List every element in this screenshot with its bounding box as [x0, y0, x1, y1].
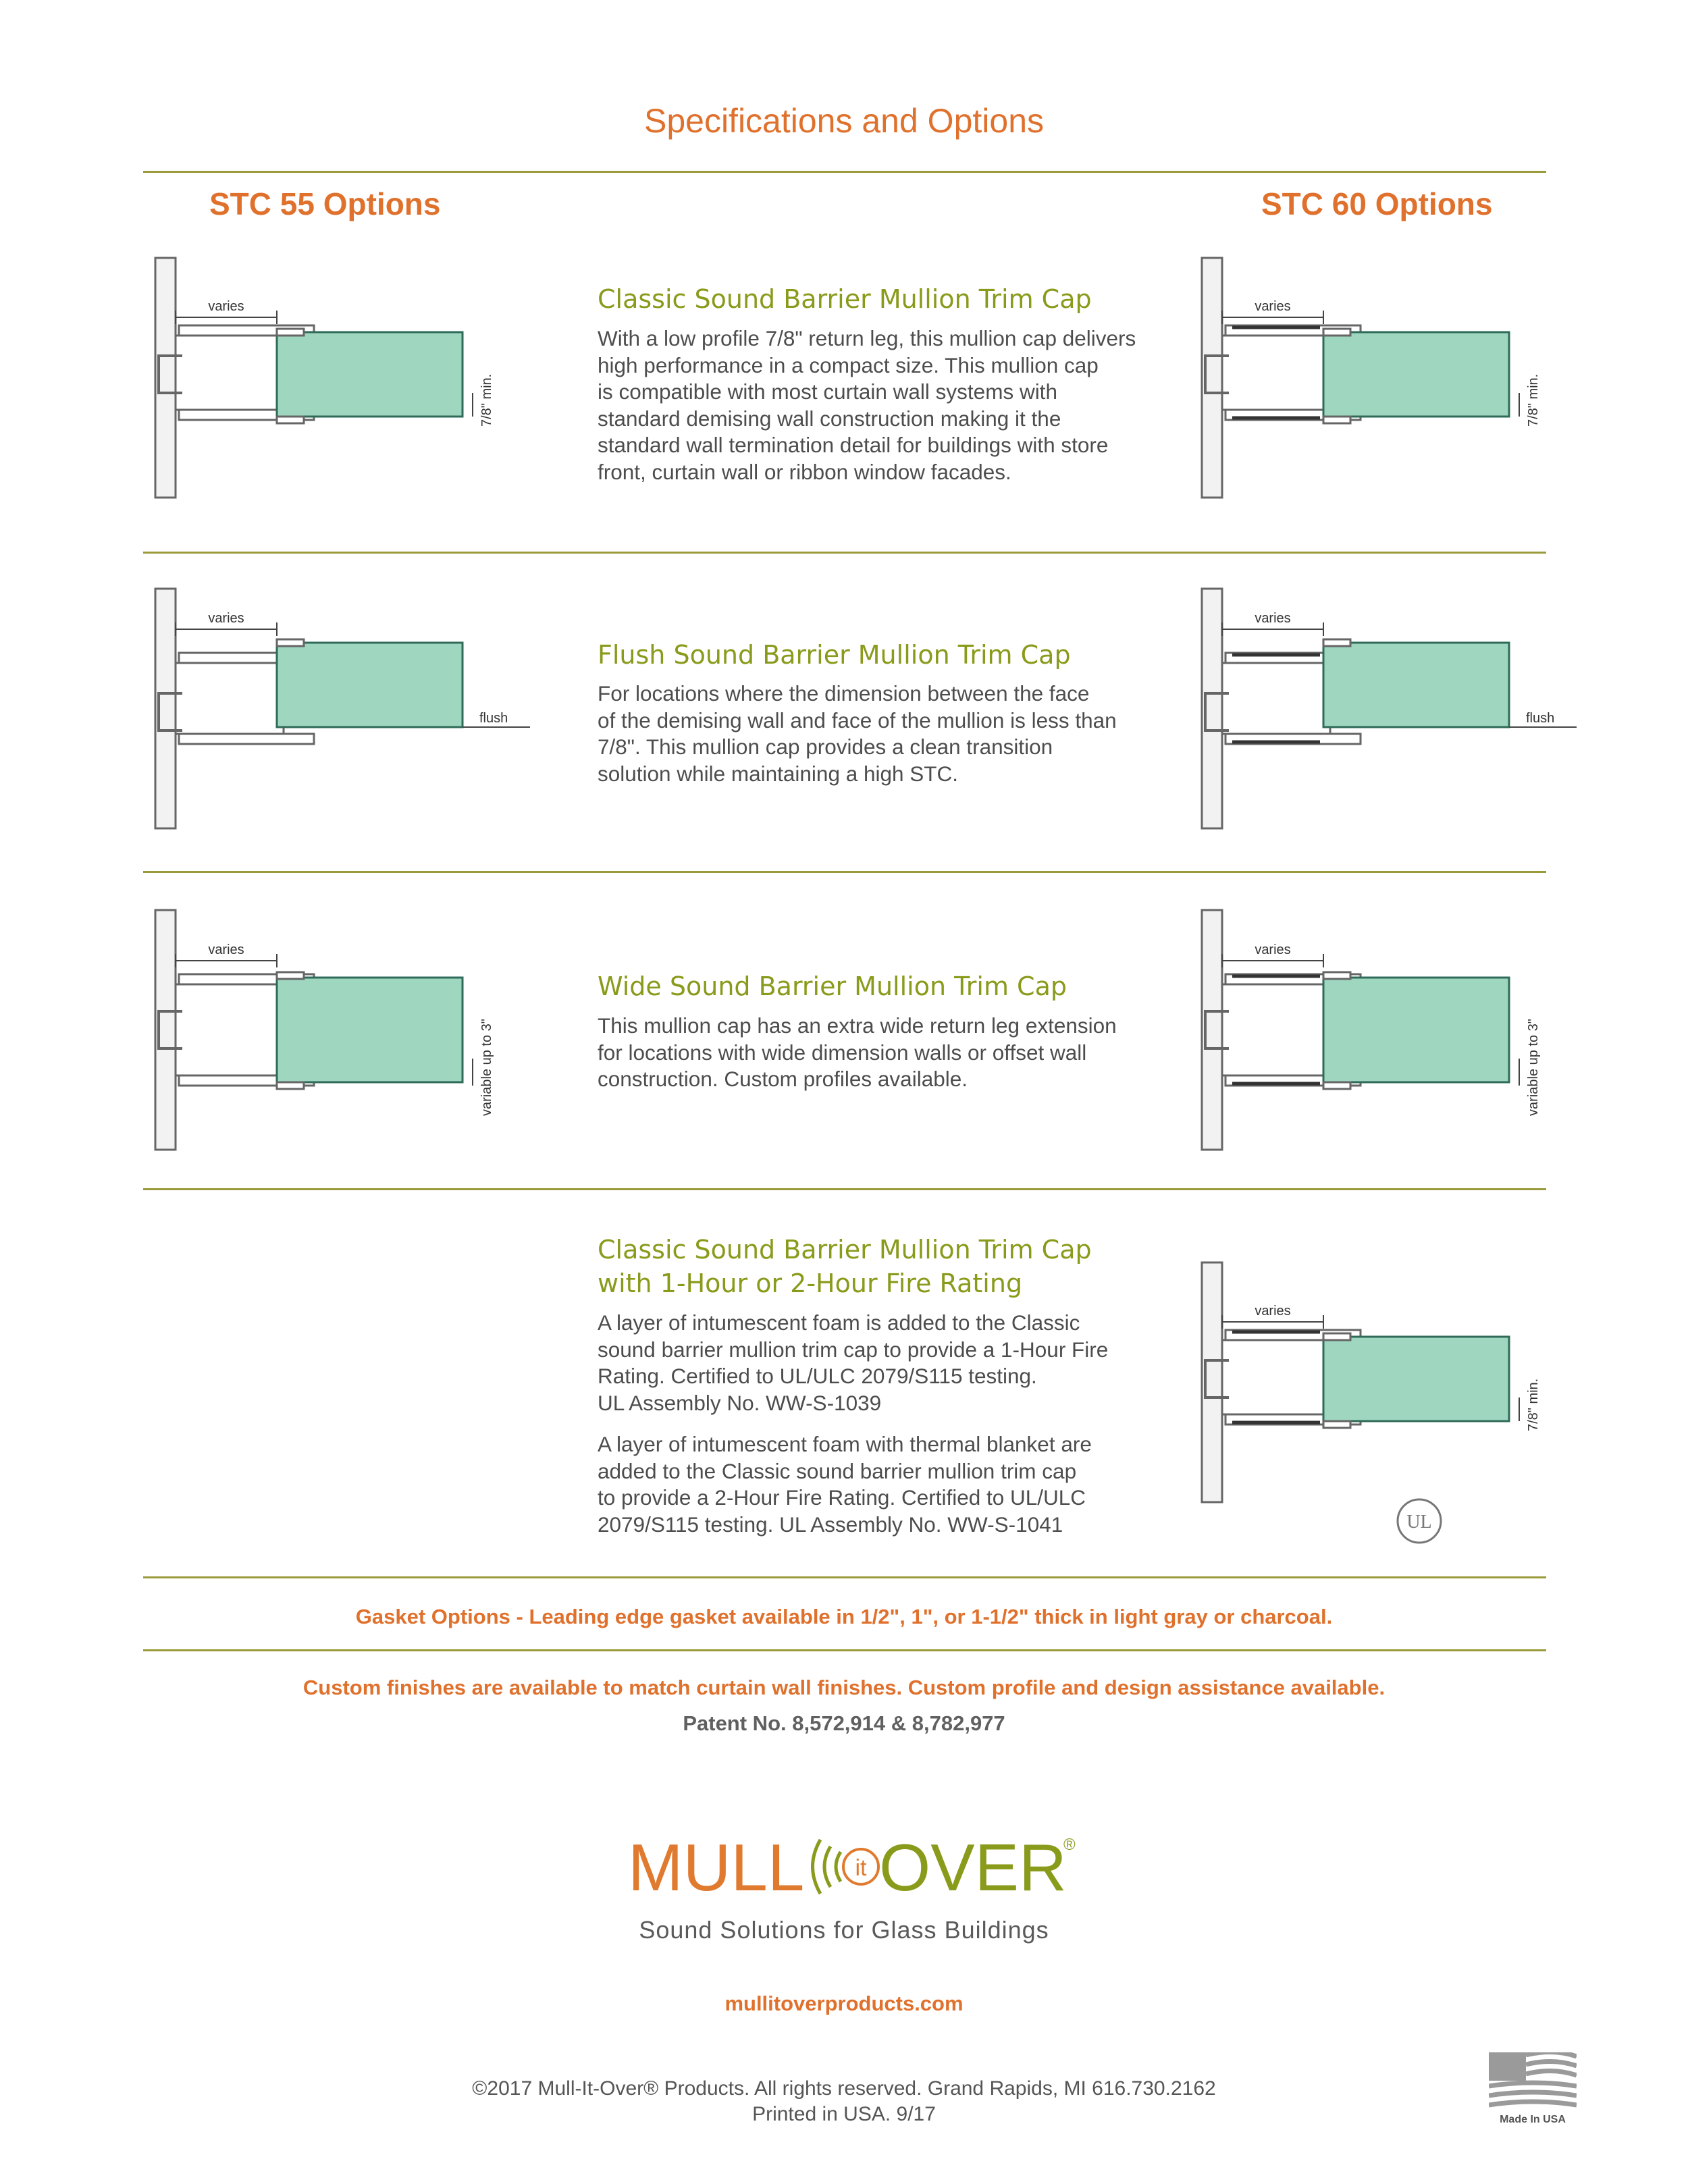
website-link[interactable]: mullitoverproducts.com	[724, 1992, 964, 2015]
diagram-flush-stc55	[145, 589, 618, 845]
divider	[143, 1576, 1546, 1578]
diagram-wide-stc55	[145, 910, 618, 1167]
flush-label: flush	[1526, 711, 1555, 726]
flush-label: flush	[479, 711, 508, 726]
varies-label: varies	[1255, 1304, 1291, 1319]
diagram-wide-stc60	[1192, 910, 1664, 1167]
brand-tagline: Sound Solutions for Glass Buildings	[639, 1916, 1049, 1944]
diagram-fire-rated-stc60	[1192, 1262, 1664, 1533]
min-label: 7/8" min.	[1526, 373, 1541, 427]
divider	[143, 552, 1546, 554]
column-heading-stc60: STC 60 Options	[1261, 186, 1493, 221]
logo-left-text: MULL	[628, 1833, 805, 1900]
section-title-flush: Flush Sound Barrier Mullion Trim Cap	[598, 640, 1071, 670]
section-body-fire-1hr: A layer of intumescent foam is added to the Classic sound barrier mullion trim cap to provide a 1-Hour Fire Rating. Certified to UL/ULC 2079/S115 testing. UL Assembly No. WW-S-1039	[598, 1310, 1109, 1415]
section-body-flush: For locations where the dimension between the face of the demising wall and face of the mullion is less than 7/8". This mullion cap provides a clean transition solution while maintaining a high STC.	[598, 681, 1117, 786]
gasket-options-note: Gasket Options - Leading edge gasket available in 1/2", 1", or 1-1/2" thick in light gray or charcoal.	[355, 1605, 1333, 1628]
divider	[143, 171, 1546, 173]
diagram-classic-stc55	[145, 258, 618, 514]
page-title: Specifications and Options	[643, 102, 1045, 140]
varies-label: varies	[208, 611, 244, 626]
divider	[143, 1649, 1546, 1651]
divider	[143, 1188, 1546, 1190]
patent-number: Patent No. 8,572,914 & 8,782,977	[683, 1711, 1005, 1735]
diagram-classic-stc60	[1192, 258, 1664, 514]
section-title-wide: Wide Sound Barrier Mullion Trim Cap	[598, 971, 1067, 1001]
registered-mark: ®	[1063, 1836, 1076, 1854]
variable-label: variable up to 3"	[1526, 1019, 1541, 1116]
footer-copyright: ©2017 Mull-It-Over® Products. All rights reserved. Grand Rapids, MI 616.730.2162 Printed in USA. 9/17	[472, 2077, 1216, 2125]
section-body-wide: This mullion cap has an extra wide return leg extension for locations with wide dimension walls or offset wall construction. Custom profiles available.	[598, 1013, 1117, 1091]
section-body-classic: With a low profile 7/8" return leg, this mullion cap delivers high performance in a compact size. This mullion cap is compatible with most curtain wall systems with standard demising wall construction making it the standard wall termination detail for buildings with store front, curtain wall or ribbon window facades.	[598, 326, 1136, 484]
section-body-fire-2hr: A layer of intumescent foam with thermal blanket are added to the Classic sound barrier mullion trim cap to provide a 2-Hour Fire Rating. Certified to UL/ULC 2079/S115 testing. UL Assembly No. WW-S-1041	[598, 1432, 1092, 1537]
divider	[143, 871, 1546, 873]
made-in-usa-flag	[1489, 2052, 1577, 2127]
variable-label: variable up to 3"	[479, 1019, 494, 1116]
varies-label: varies	[208, 942, 244, 957]
logo-right-text: OVER	[879, 1833, 1067, 1900]
min-label: 7/8" min.	[479, 373, 494, 427]
brand-logo	[628, 1833, 1101, 1900]
logo-it-text: it	[855, 1855, 867, 1881]
section-title-classic: Classic Sound Barrier Mullion Trim Cap	[598, 284, 1092, 314]
varies-label: varies	[1255, 942, 1291, 957]
varies-label: varies	[1255, 299, 1291, 314]
section-title-fire-rated: Classic Sound Barrier Mullion Trim Cap with 1-Hour or 2-Hour Fire Rating	[598, 1235, 1092, 1298]
varies-label: varies	[1255, 611, 1291, 626]
diagram-flush-stc60	[1192, 589, 1664, 845]
ul-mark-label: UL	[1406, 1512, 1432, 1533]
min-label: 7/8" min.	[1526, 1378, 1541, 1431]
made-in-usa-label: Made In USA	[1500, 2114, 1566, 2125]
column-heading-stc55: STC 55 Options	[209, 186, 441, 221]
varies-label: varies	[208, 299, 244, 314]
custom-finishes-note: Custom finishes are available to match curtain wall finishes. Custom profile and design assistance available.	[302, 1676, 1386, 1699]
